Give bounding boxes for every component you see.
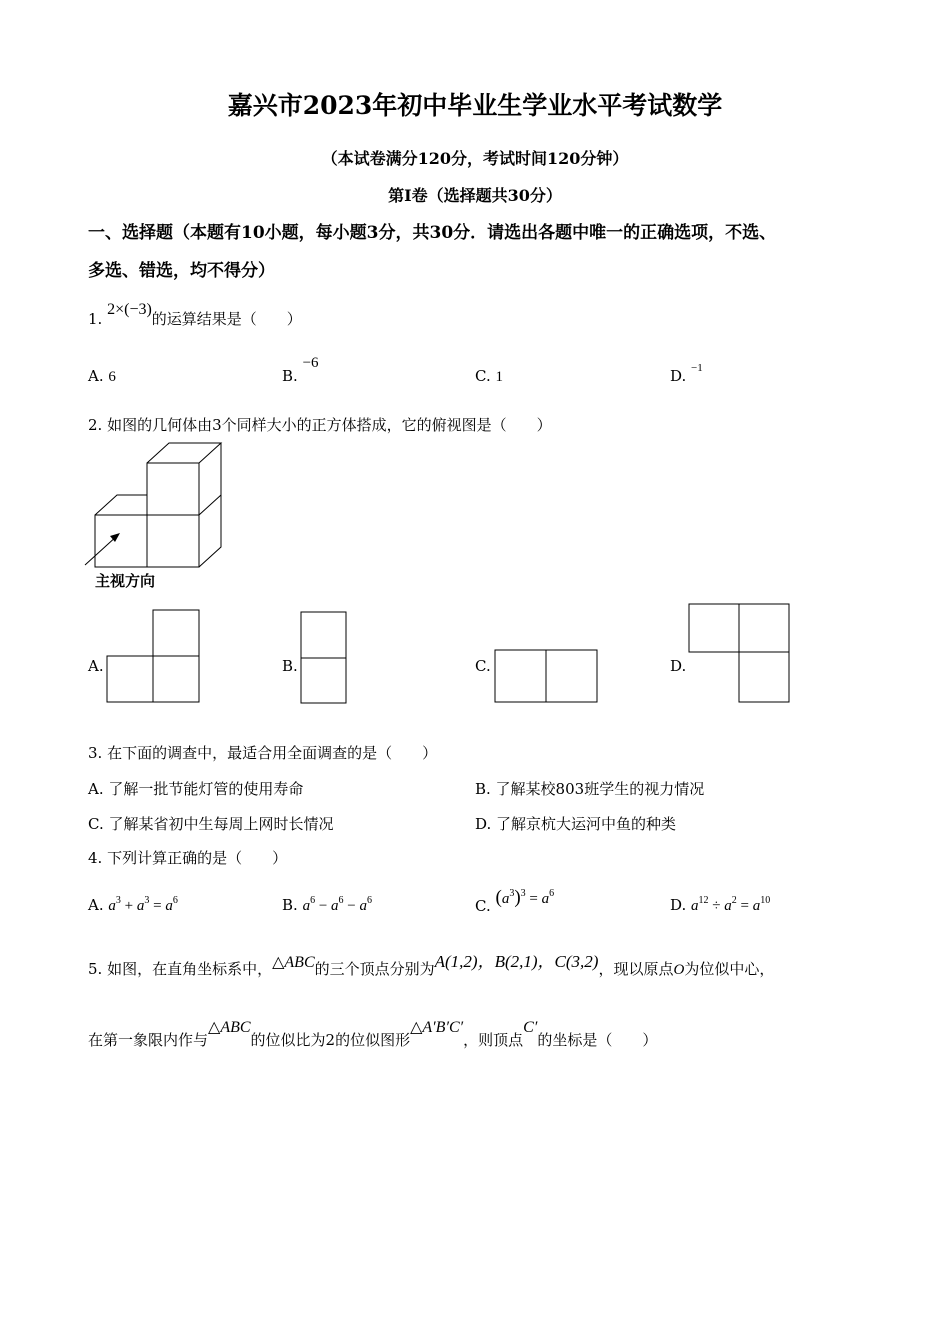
q2-option-d-label[interactable]: D. bbox=[670, 657, 687, 675]
q3-option-b[interactable]: B. 了解某校803班学生的视力情况 bbox=[475, 780, 705, 798]
cube-figure bbox=[80, 440, 230, 570]
q1-option-c[interactable]: C. 1 bbox=[475, 367, 503, 385]
q4-option-c[interactable]: C. $(a^3)^3 = a^6$ bbox=[475, 887, 555, 915]
q2-option-a-label[interactable]: A. bbox=[88, 657, 104, 675]
q2-option-b-label[interactable]: B. bbox=[282, 657, 298, 675]
question-2: 2. 如图的几何体由3个同样大小的正方体搭成，它的俯视图是（ ） bbox=[88, 416, 552, 434]
triangle-image: △A′B′C′ bbox=[410, 1019, 464, 1036]
section-heading-line1: 一、选择题（本题有10小题，每小题3分，共30分．请选出各题中唯一的正确选项，不选、 bbox=[88, 223, 777, 243]
triangle-abc: △ABC bbox=[272, 954, 315, 971]
q4-option-d[interactable]: D. $a^{12} \div a^2 = a^{10}$ bbox=[670, 895, 771, 914]
exam-info: （本试卷满分120分，考试时间120分钟） bbox=[321, 149, 629, 168]
q3-option-c[interactable]: C. 了解某省初中生每周上网时长情况 bbox=[88, 815, 334, 833]
math-expression: 2×(−3) bbox=[107, 301, 152, 318]
page-title: 嘉兴市2023年初中毕业生学业水平考试数学 bbox=[227, 91, 723, 120]
q2-option-a-view[interactable] bbox=[106, 609, 202, 703]
section-heading-line2: 多选、错选，均不得分） bbox=[88, 261, 275, 281]
q4-option-a[interactable]: A. $a^3 + a^3 = a^6$ bbox=[88, 895, 178, 914]
q2-option-b-view[interactable] bbox=[300, 611, 348, 705]
q1-option-a[interactable]: A. 6 bbox=[88, 367, 116, 385]
triangle-abc: △ABC bbox=[208, 1019, 251, 1036]
q1-option-b[interactable]: B. −6 bbox=[282, 355, 319, 385]
question-number: 1. bbox=[88, 310, 103, 328]
volume-heading: 第I卷（选择题共30分） bbox=[388, 186, 562, 205]
question-5-line1: 5. 如图，在直角坐标系中，△ABC的三个顶点分别为A(1,2)，B(2,1)，C(3,2)，现以原点O为位似中心， bbox=[88, 952, 775, 978]
direction-label: 主视方向 bbox=[95, 572, 156, 590]
question-5-line2: 在第一象限内作与△ABC的位似比为2的位似图形△A′B′C′，则顶点C′的坐标是（ ） bbox=[88, 1019, 658, 1049]
q1-option-d[interactable]: D. $^{-1}$ bbox=[670, 362, 703, 385]
q2-option-c-view[interactable] bbox=[494, 649, 600, 705]
question-4: 4. 下列计算正确的是（ ） bbox=[88, 849, 288, 867]
q2-option-d-view[interactable] bbox=[688, 603, 792, 705]
q2-option-c-label[interactable]: C. bbox=[475, 657, 491, 675]
question-1 bbox=[88, 301, 302, 329]
q4-option-b[interactable]: B. $a^6 - a^6 - a^6$ bbox=[282, 895, 373, 914]
q3-option-a[interactable]: A. 了解一批节能灯管的使用寿命 bbox=[88, 780, 304, 798]
origin-label: O bbox=[673, 962, 685, 978]
vertex-coordinates: A(1,2)，B(2,1)，C(3,2) bbox=[434, 952, 599, 971]
question-text: 的运算结果是（ ） bbox=[151, 310, 302, 328]
vertex-c-prime: C′ bbox=[523, 1019, 538, 1036]
q3-option-d[interactable]: D. 了解京杭大运河中鱼的种类 bbox=[475, 815, 677, 833]
question-3: 3. 在下面的调查中，最适合用全面调查的是（ ） bbox=[88, 744, 438, 762]
